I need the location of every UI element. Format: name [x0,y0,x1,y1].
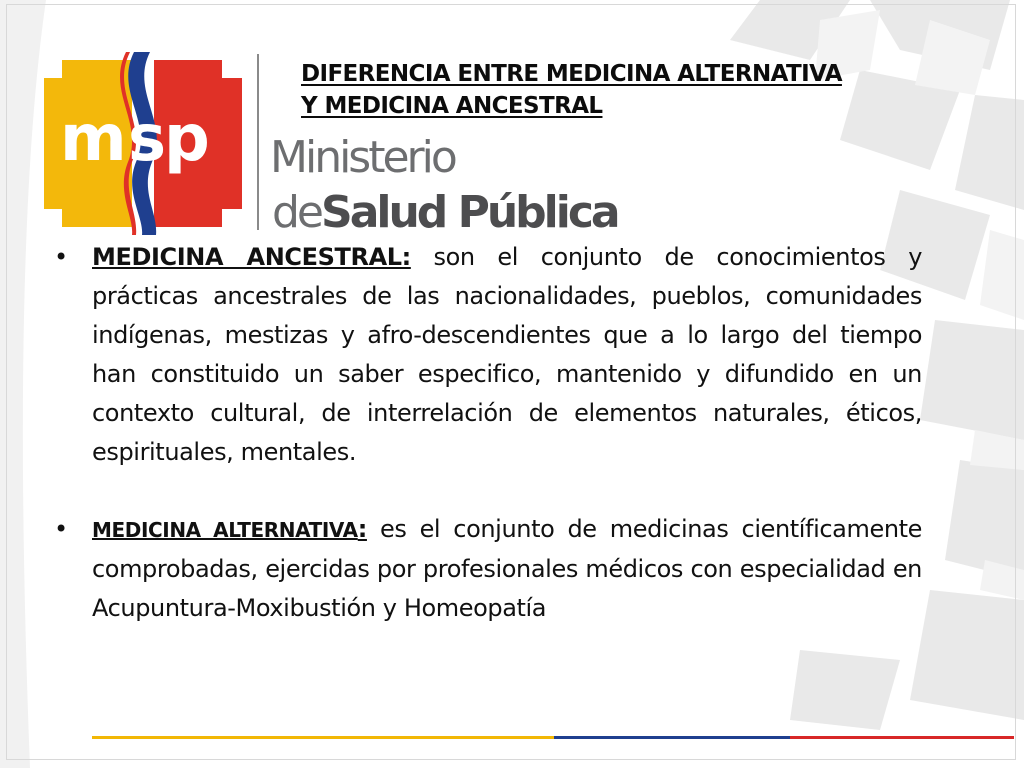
slide-title-line-1: DIFERENCIA ENTRE MEDICINA ALTERNATIVA [301,61,842,87]
bullet-term: MEDICINA ALTERNATIVA [92,518,358,542]
bullet-term: MEDICINA ANCESTRAL: [92,243,411,271]
logo-de-text: de [272,187,321,238]
svg-text:p: p [164,102,210,176]
bullet-text: son el conjunto de conocimientos y prácticas ancestrales de las nacionalidades, pueblos, comunidades indígenas, mestizas y afro-descendientes que a lo largo del tiempo han constituido un saber especifico, mantenido y difundido en un contexto cultural, de interrelación de elementos naturales, éticos, espirituales, mentales. [92,243,922,466]
footer-stripe-red [790,736,1014,739]
slide-title [301,58,941,122]
logo-s: s [128,102,167,176]
slide-title-line-2: Y MEDICINA ANCESTRAL [301,93,603,119]
logo-ministerio-text: Ministerio [270,132,455,183]
bullet-icon: • [54,243,68,271]
slide-content [54,238,923,628]
svg-text:m: m [60,102,127,176]
logo-salud-publica-text [272,187,618,238]
footer-stripe-blue [554,736,790,739]
msp-logo-icon [44,52,242,235]
footer-stripe-yellow [92,736,554,739]
bullet-text: es el conjunto de medicinas científicamente comprobadas, ejercidas por profesionales médicos con especialidad en Acupuntura-Moxibustión y Homeopatía [92,515,923,622]
bullet-medicina-ancestral [54,238,922,472]
logo-salud-publica-bold: Salud Pública [321,187,618,238]
logo-divider [257,54,259,230]
bullet-icon: • [54,515,68,543]
bullet-term-suffix: : [357,515,367,543]
bullet-medicina-alternativa [54,510,923,628]
